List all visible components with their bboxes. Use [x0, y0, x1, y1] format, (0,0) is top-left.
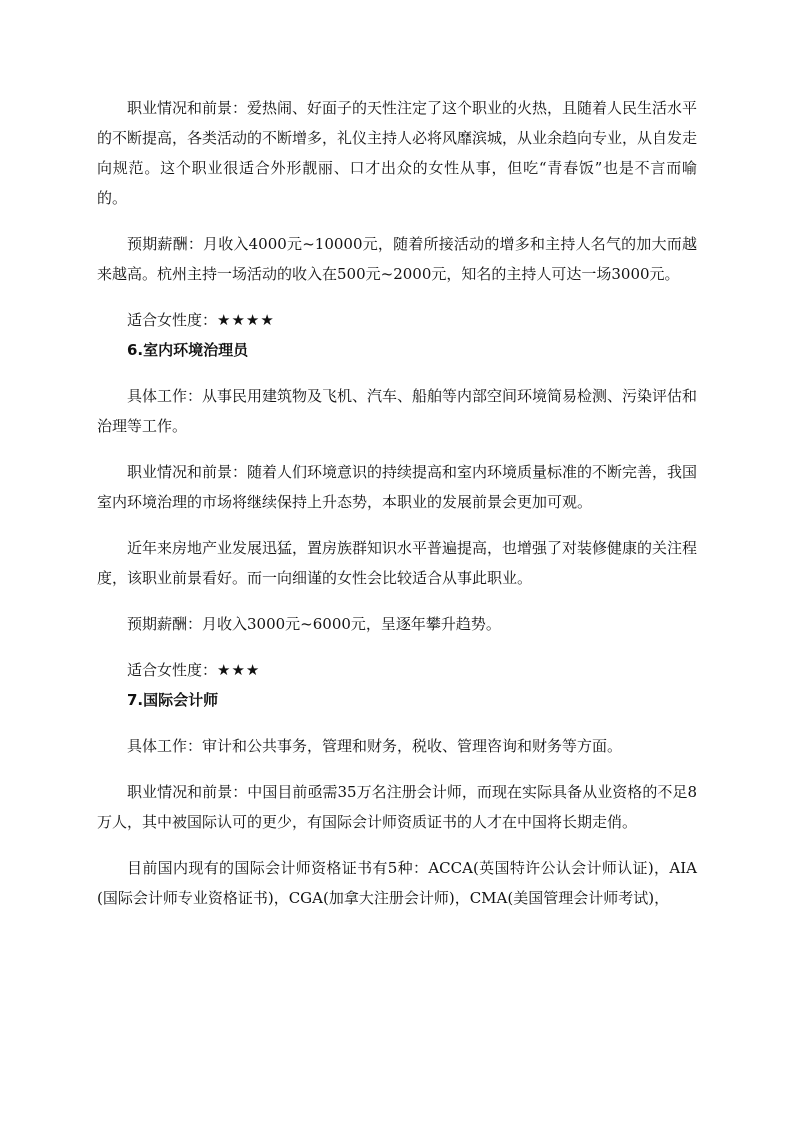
rating-label: 适合女性度： [127, 311, 218, 329]
paragraph-indoor-duties: 具体工作：从事民用建筑物及飞机、汽车、船舶等内部空间环境简易检测、污染评估和治理等工作。 [97, 387, 698, 435]
paragraph-host-salary: 预期薪酬：月收入4000元~10000元，随着所接活动的增多和主持人名气的加大而越来越高。杭州主持一场活动的收入在500元~2000元，知名的主持人可达一场3000元。 [97, 235, 697, 283]
paragraph-accountant-certificates: 目前国内现有的国际会计师资格证书有5种：ACCA(英国特许公认会计师认证)，AIA(国际会计师专业资格证书)，CGA(加拿大注册会计师)，CMA(美国管理会计师考试)， [97, 859, 697, 907]
paragraph-indoor-salary: 预期薪酬：月收入3000元~6000元，呈逐年攀升趋势。 [127, 615, 501, 633]
rating-host-suitability [97, 305, 697, 335]
section-heading-international-accountant: 7.国际会计师 [127, 691, 219, 709]
rating-label: 适合女性度： [127, 661, 218, 679]
star-rating-icon: ★★★★ [217, 311, 275, 329]
paragraph-accountant-duties: 具体工作：审计和公共事务，管理和财务，税收、管理咨询和财务等方面。 [127, 737, 623, 755]
section-heading-indoor-environment: 6.室内环境治理员 [127, 341, 249, 359]
paragraph-indoor-outlook: 职业情况和前景：随着人们环境意识的持续提高和室内环境质量标准的不断完善，我国室内环境治理的市场将继续保持上升态势，本职业的发展前景会更加可观。 [97, 463, 698, 511]
paragraph-accountant-outlook: 职业情况和前景：中国目前亟需35万名注册会计师，而现在实际具备从业资格的不足8万人，其中被国际认可的更少，有国际会计师资质证书的人才在中国将长期走俏。 [97, 783, 697, 831]
rating-indoor-suitability [97, 655, 697, 685]
paragraph-host-career-outlook: 职业情况和前景：爱热闹、好面子的天性注定了这个职业的火热，且随着人民生活水平的不断提高，各类活动的不断增多，礼仪主持人必将风靡滨城，从业余趋向专业，从自发走向规范。这个职业很适合外形靓丽、口才出众的女性从事，但吃“青春饭”也是不言而喻的。 [97, 99, 698, 207]
paragraph-indoor-market: 近年来房地产业发展迅猛，置房族群知识水平普遍提高，也增强了对装修健康的关注程度，该职业前景看好。而一向细谨的女性会比较适合从事此职业。 [97, 539, 698, 587]
star-rating-icon: ★★★ [217, 661, 261, 679]
